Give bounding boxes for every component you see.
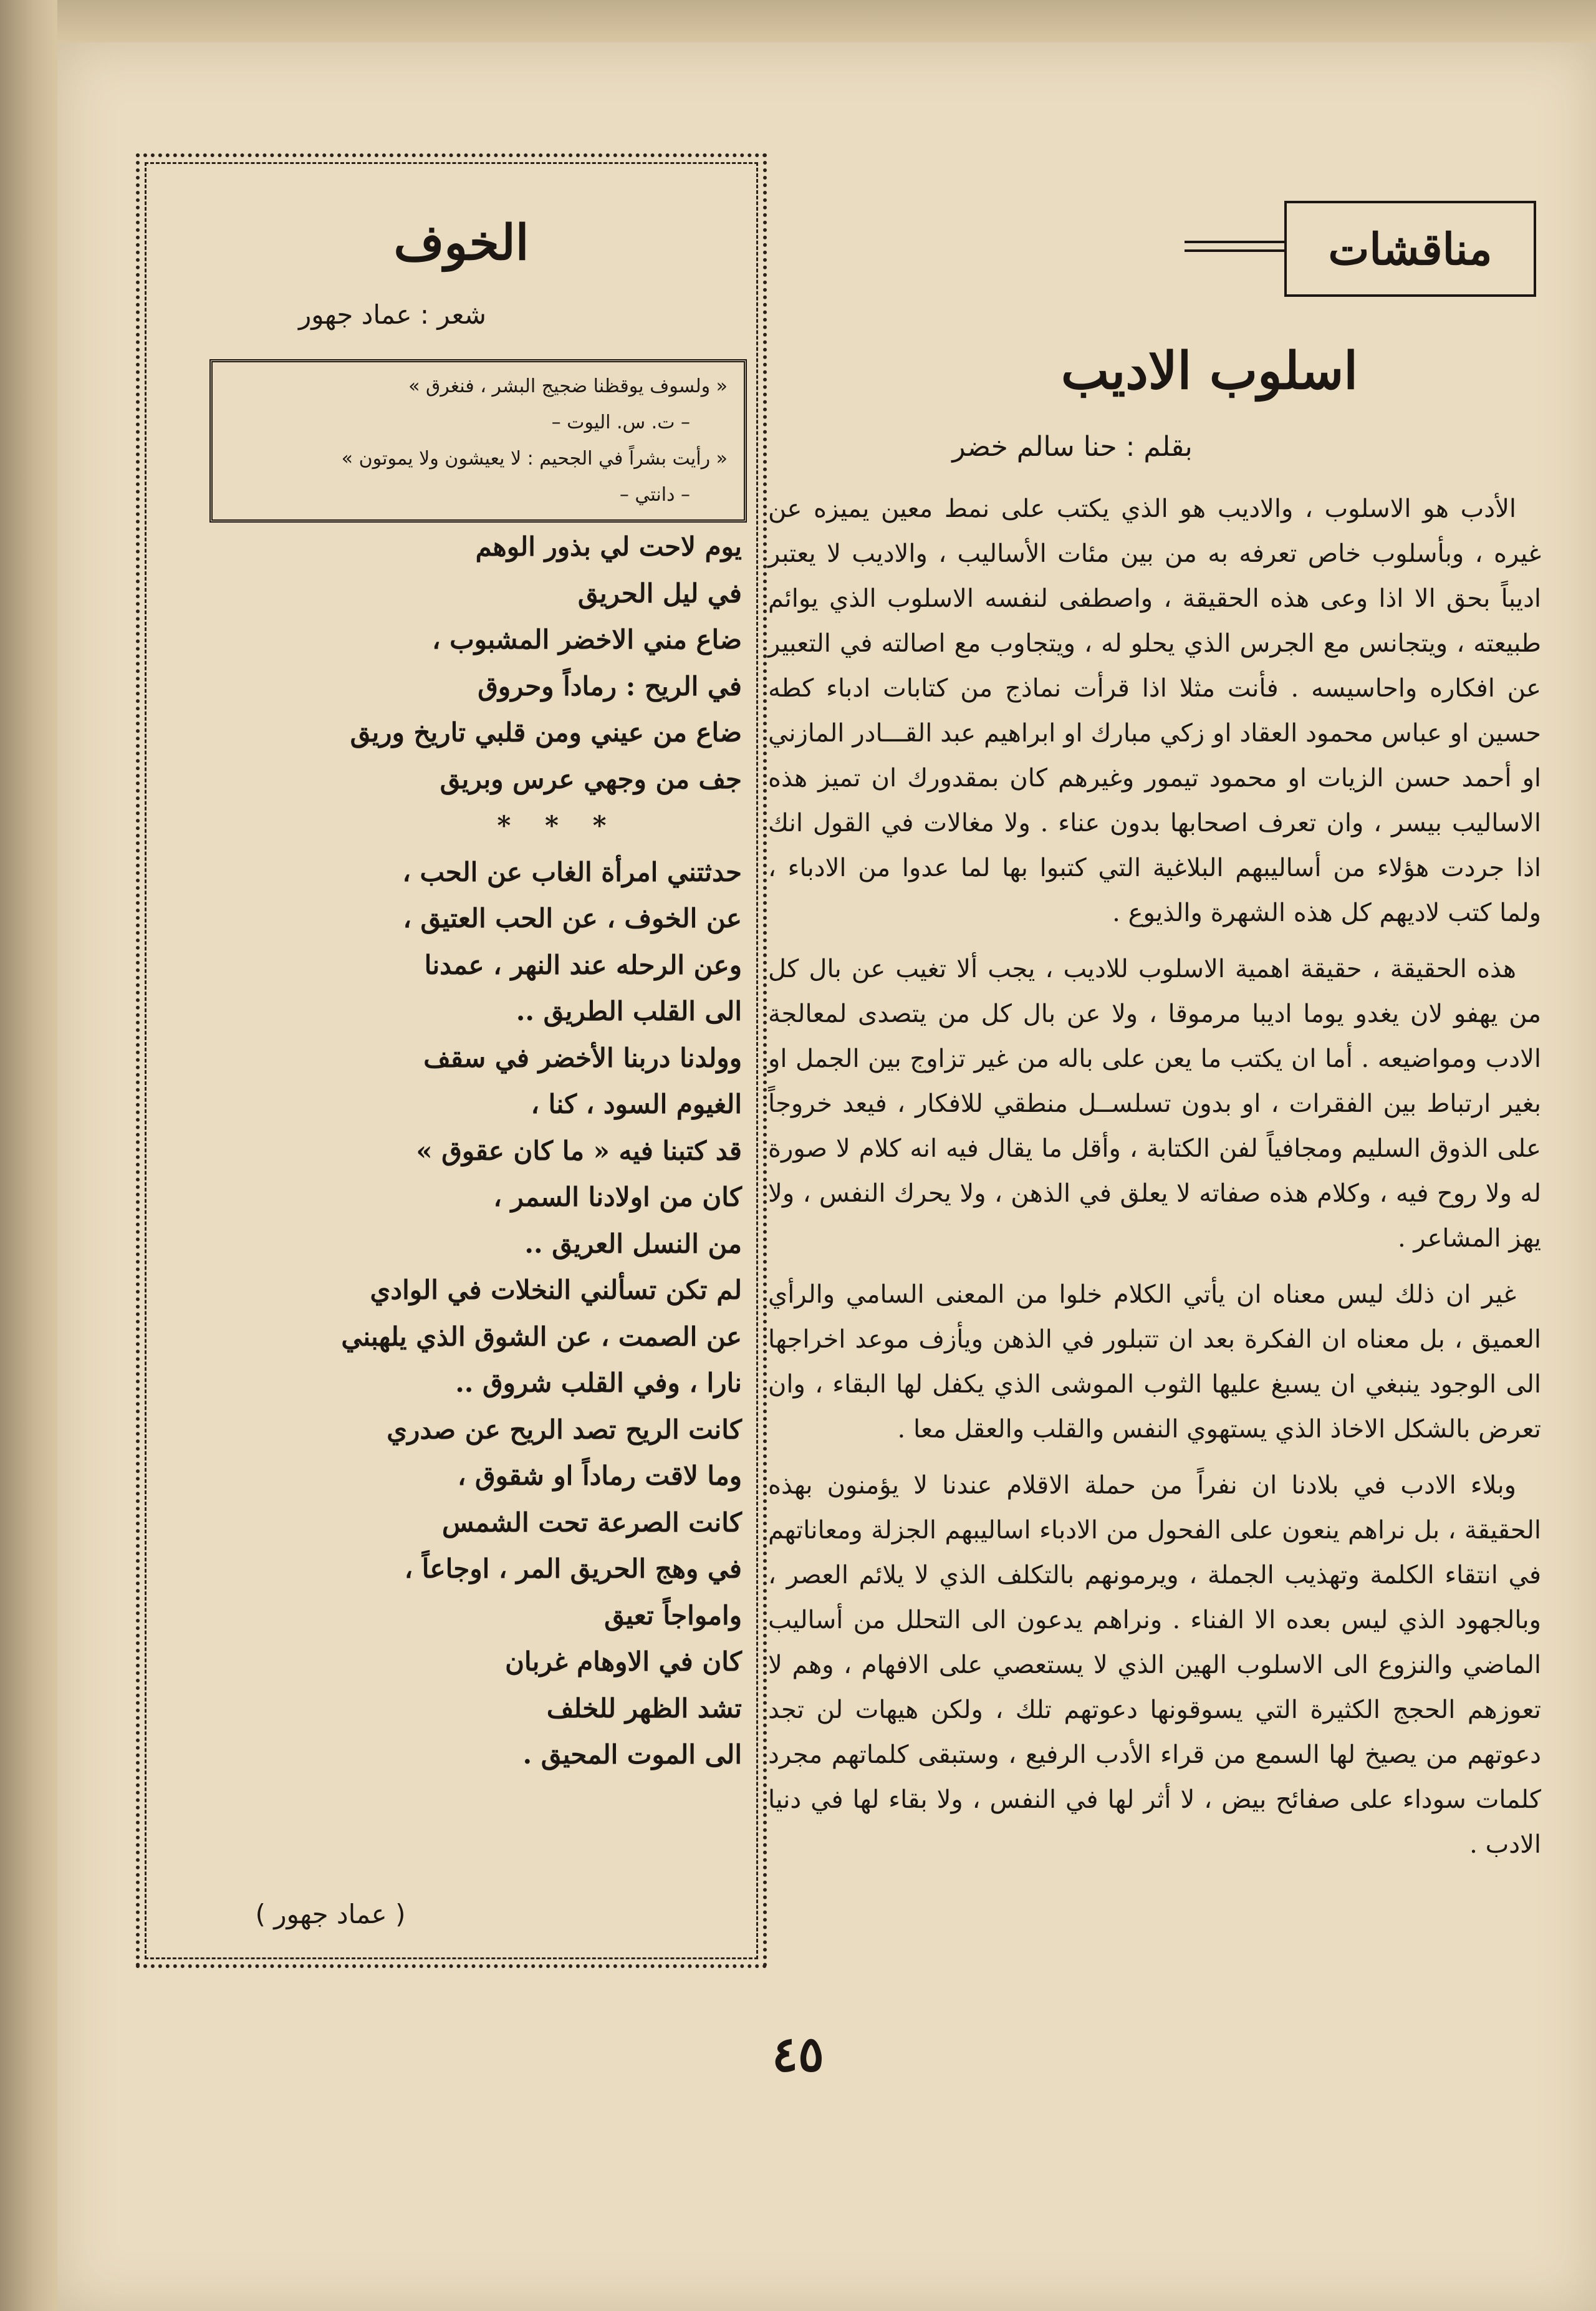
poem-line: كانت الصرعة تحت الشمس xyxy=(441,1507,742,1538)
article-title: اسلوب الاديب xyxy=(1060,341,1358,401)
page-binding-edge xyxy=(0,0,57,2311)
article-byline: بقلم : حنا سالم خضر xyxy=(952,431,1193,463)
section-label-rule xyxy=(1185,241,1286,252)
stanza-separator: * * * xyxy=(497,810,619,841)
poem-line: الى الموت المحيق . xyxy=(522,1739,742,1770)
poem-line: في وهج الحريق المر ، اوجاعاً ، xyxy=(404,1553,742,1584)
epigraph-attribution: – دانتي – xyxy=(619,484,690,506)
epigraph-attribution: – ت. س. اليوت – xyxy=(551,412,690,433)
poem-line: قد كتبنا فيه « ما كان عقوق » xyxy=(416,1135,742,1166)
section-label: مناقشات xyxy=(1328,223,1493,275)
poem-line: وولدنا دربنا الأخضر في سقف xyxy=(423,1042,742,1073)
poem-title: الخوف xyxy=(393,215,529,271)
poem-line: كان من اولادنا السمر ، xyxy=(493,1182,742,1212)
poem-body xyxy=(249,524,742,1908)
poem-line: يوم لاحت لي بذور الوهم xyxy=(475,531,742,562)
poem-line: ضاع مني الاخضر المشبوب ، xyxy=(431,624,742,655)
article-paragraph: غير ان ذلك ليس معناه ان يأتي الكلام خلوا من المعنى السامي والرأي العميق ، بل معناه ان الفكرة بعد ان تتبلور في الذهن ويأزف موعد اخراجها الى الوجود ينبغي ان يسبغ عليها الثوب الموشى الذي يكفل لها البقاء ، وان تعرض بالشكل الاخاذ الذي يستهوي النفس والقلب والعقل معا . xyxy=(768,1280,1541,1444)
poem-line: حدثتني امرأة الغاب عن الحب ، xyxy=(402,856,742,887)
article-paragraph: هذه الحقيقة ، حقيقة اهمية الاسلوب للاديب ، يجب ألا تغيب عن بال كل من يهفو لان يغدو يوما اديبا مرموقا ، ولا عن بال كل من يتصدى لمعالجة الادب ومواضيعه . أما ان يكتب ما يعن على باله من غير تزاوج بين الجمل او بغير ارتباط بين الفقرات ، او بدون تسلســل منطقي للافكار ، فيعد خروجاً على الذوق السليم ومجافياً لفن الكتابة ، وأقل ما يقال فيه انه كلام لا صورة له ولا روح فيه ، وكلام هذه صفاته لا يعلق في الذهن ، ولا يحرك النفس ، ولا يهز المشاعر . xyxy=(768,955,1541,1253)
poem-line: عن الخوف ، عن الحب العتيق ، xyxy=(403,903,742,934)
poem-line: عن الصمت ، عن الشوق الذي يلهبني xyxy=(341,1321,742,1352)
section-label-box xyxy=(1284,201,1536,297)
poem-line: وعن الرحله عند النهر ، عمدنا xyxy=(424,949,742,980)
poem-line: في ليل الحريق xyxy=(577,577,742,609)
poem-line: وما لاقت رماداً او شقوق ، xyxy=(457,1460,742,1491)
poem-line: الى القلب الطريق .. xyxy=(516,996,742,1026)
poem-line: من النسل العريق .. xyxy=(524,1228,742,1259)
poem-line: كانت الريح تصد الريح عن صدري xyxy=(387,1414,742,1445)
poem-line: في الريح : رماداً وحروق xyxy=(478,670,742,702)
poem-epigraph-box xyxy=(209,359,747,523)
poem-line: نارا ، وفي القلب شروق .. xyxy=(455,1368,742,1398)
article-paragraph: الأدب هو الاسلوب ، والاديب هو الذي يكتب على نمط معين يميزه عن غيره ، وبأسلوب خاص تعرفه به من بين مئات الأساليب ، والاديب لا يعتبر اديباً بحق الا اذا وعى هذه الحقيقة ، واصطفى لنفسه الاسلوب الذي يوائم طبيعته ، ويتجانس مع الجرس الذي يحلو له ، ويتجاوب مع اصالته في التعبير عن افكاره واحاسيسه . فأنت مثلا اذا قرأت نماذج من كتابات ادباء كطه حسين او عباس محمود العقاد او زكي مبارك او ابراهيم عبد القـــادر المازني او أحمد حسن الزيات او محمود تيمور وغيرهم كان بمقدورك ان تميز هذه الاساليب بيسر ، وان تعرف اصحابها بدون عناء . ولا مغالات في القول انك اذا جردت هؤلاء من أساليبهم البلاغية التي كتبوا بها لما عدوا من الادباء ، ولما كتب لاديهم كل هذه الشهرة والذيوع . xyxy=(768,495,1541,927)
poem-line: ضاع من عيني ومن قلبي تاريخ وريق xyxy=(350,717,742,748)
poem-line: لم تكن تسألني النخلات في الوادي xyxy=(370,1275,742,1305)
page-number: ٤٥ xyxy=(772,2026,824,2083)
poem-signature: ( عماد جهور ) xyxy=(255,1899,406,1929)
poem-line: كان في الاوهام غربان xyxy=(505,1646,742,1677)
poem-line: الغيوم السود ، كنا ، xyxy=(531,1089,742,1119)
page-top-edge xyxy=(0,0,1596,42)
poem-line: تشد الظهر للخلف xyxy=(546,1692,742,1724)
epigraph-quote: « ولسوف يوقظنا ضجيج البشر ، فنغرق » xyxy=(408,375,728,397)
poem-line: جف من وجهي عرس وبريق xyxy=(440,763,742,794)
poem-line: وامواجاً تعيق xyxy=(604,1599,742,1631)
poem-author-line: شعر : عماد جهور xyxy=(299,299,486,330)
article-body xyxy=(768,486,1541,2008)
article-paragraph: وبلاء الادب في بلادنا ان نفراً من حملة الاقلام عندنا لا يؤمنون بهذه الحقيقة ، بل نراهم ينعون على الفحول من الادباء اساليبهم الجزلة ومعاناتهم في انتقاء الكلمة وتهذيب الجملة ، ويرمونهم بالتكلف الذي لا يلائم العصر ، وبالجهود الذي ليس بعده الا الفناء . ونراهم يدعون الى التحلل من أساليب الماضي والنزوع الى الاسلوب الهين الذي لا يستعصي على الافهام ، وهم لا تعوزهم الحجج الكثيرة التي يسوقونها دعوتهم تلك ، ولكن هيهات لن تجد دعوتهم من يصيخ لها السمع من قراء الأدب الرفيع ، وستبقى كلماتهم مجرد كلمات سوداء على صفائح بيض ، لا أثر لها في النفس ، ولا بقاء لها في دنيا الادب . xyxy=(768,1471,1541,1859)
epigraph-quote: « رأيت بشراً في الجحيم : لا يعيشون ولا يموتون » xyxy=(341,448,728,470)
